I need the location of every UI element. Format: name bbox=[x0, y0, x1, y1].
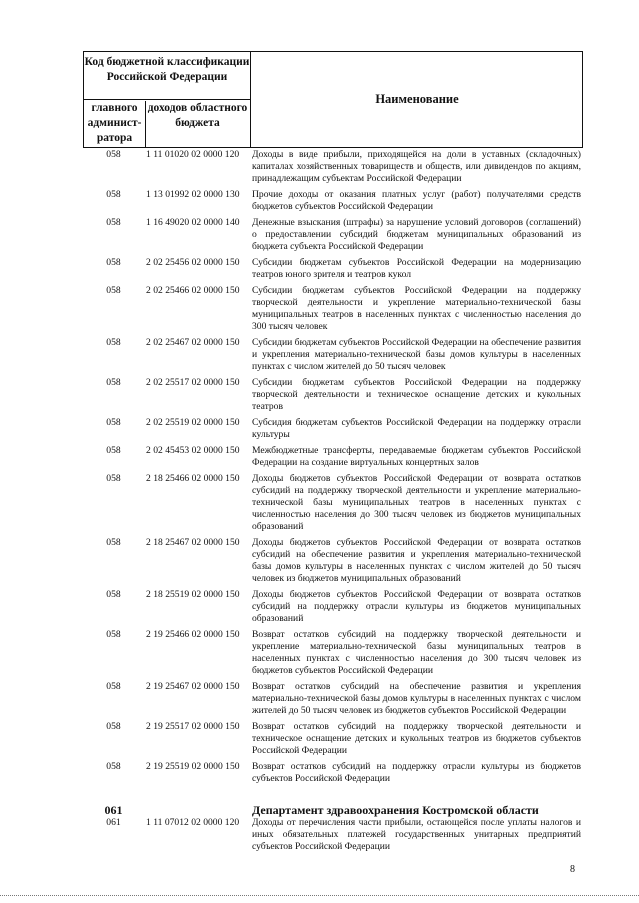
admin-code: 061 bbox=[106, 817, 121, 828]
admin-code: 058 bbox=[106, 285, 121, 296]
admin-code: 058 bbox=[106, 417, 121, 428]
admin-code: 058 bbox=[106, 337, 121, 348]
table-row bbox=[83, 337, 583, 373]
income-code: 2 19 25517 02 0000 150 bbox=[146, 721, 240, 732]
income-name: Доходы бюджетов субъектов Российской Федерации от возврата остатков субсидий на поддержку творческой деятельности и укрепление материально-технической базы муниципальных театров в населенных пунктах с численностью населения до 300 тысяч человек из бюджетов муниципальных образований bbox=[252, 473, 581, 532]
table-row bbox=[83, 285, 583, 333]
income-name: Субсидия бюджетам субъектов Российской Федерации на поддержку отрасли культуры bbox=[252, 417, 581, 440]
income-code: 2 19 25467 02 0000 150 bbox=[146, 681, 240, 692]
table-row bbox=[83, 189, 583, 213]
income-name: Доходы в виде прибыли, приходящейся на доли в уставных (складочных) капиталах хозяйственных товариществ и обществ, или дивидендов по акциям, принадлежащим субъектам Российской Федерации bbox=[252, 149, 581, 184]
income-name: Возврат остатков субсидий на поддержку творческой деятельности и техническое оснащение детских и кукольных театров из бюджетов субъектов Российской Федерации bbox=[252, 721, 581, 756]
table-row bbox=[83, 377, 583, 413]
department-heading-row bbox=[83, 803, 583, 817]
income-name: Доходы бюджетов субъектов Российской Федерации от возврата остатков субсидий на поддержку отрасли культуры из бюджетов муниципальных образований bbox=[252, 589, 581, 624]
income-name: Доходы бюджетов субъектов Российской Федерации от возврата остатков субсидий на обеспечение развития и укрепления материально-технической базы домов культуры в населенных пунктах с числом жителей до 50 тысяч человек из бюджетов муниципальных образований bbox=[252, 537, 581, 584]
table-row bbox=[83, 217, 583, 253]
admin-code: 058 bbox=[106, 217, 121, 228]
code-classification-title: Код бюджетной классификации Российской Федерации bbox=[84, 56, 250, 83]
income-name: Возврат остатков субсидий на поддержку отрасли культуры из бюджетов субъектов Российской Федерации bbox=[252, 761, 581, 784]
admin-code: 058 bbox=[106, 149, 121, 160]
table-row bbox=[83, 589, 583, 625]
scan-edge-line bbox=[0, 895, 639, 896]
table-row bbox=[83, 761, 583, 785]
admin-code: 058 bbox=[106, 189, 121, 200]
income-code: 2 18 25466 02 0000 150 bbox=[146, 473, 240, 484]
income-code: 1 11 07012 02 0000 120 bbox=[146, 817, 240, 828]
table-row bbox=[83, 629, 583, 677]
income-name: Денежные взыскания (штрафы) за нарушение условий договоров (соглашений) о предоставлении субсидий бюджетам муниципальных образований из бюджета субъекта Российской Федерации bbox=[252, 217, 581, 252]
income-name: Субсидии бюджетам субъектов Российской Федерации на поддержку творческой деятельности и техническое оснащение детских и кукольных театров bbox=[252, 377, 581, 412]
table-row bbox=[83, 817, 583, 853]
table-row bbox=[83, 721, 583, 757]
table-body bbox=[83, 149, 583, 853]
admin-code: 058 bbox=[106, 761, 121, 772]
income-code: 2 02 25519 02 0000 150 bbox=[146, 417, 240, 428]
table-row bbox=[83, 537, 583, 585]
admin-code: 058 bbox=[106, 589, 121, 600]
income-code: 1 13 01992 02 0000 130 bbox=[146, 189, 240, 200]
income-name: Прочие доходы от оказания платных услуг (работ) получателями средств бюджетов субъектов Российской Федерации bbox=[252, 189, 581, 212]
income-code: 2 02 25517 02 0000 150 bbox=[146, 377, 240, 388]
income-name: Межбюджетные трансферты, передаваемые бюджетам субъектов Российской Федерации на создание виртуальных концертных залов bbox=[252, 445, 581, 468]
income-column-header: доходов областного бюджета bbox=[147, 102, 248, 129]
admin-code: 058 bbox=[106, 681, 121, 692]
table-row bbox=[83, 681, 583, 717]
page-number: 8 bbox=[570, 864, 575, 875]
income-code: 2 02 25467 02 0000 150 bbox=[146, 337, 240, 348]
header-divider bbox=[84, 99, 250, 100]
income-code: 2 19 25466 02 0000 150 bbox=[146, 629, 240, 640]
table-row bbox=[83, 149, 583, 185]
admin-code: 058 bbox=[106, 257, 121, 268]
income-name: Субсидии бюджетам субъектов Российской Федерации на поддержку творческой деятельности и укрепление материально-технической базы муниципальных театров в населенных пунктах с численностью населения до 300 тысяч человек bbox=[252, 285, 581, 332]
table-row bbox=[83, 257, 583, 281]
income-code: 2 02 25456 02 0000 150 bbox=[146, 257, 240, 268]
income-code: 2 19 25519 02 0000 150 bbox=[146, 761, 240, 772]
income-name: Возврат остатков субсидий на поддержку творческой деятельности и укрепление материально-технической базы муниципальных театров в населенных пунктах с численностью населения до 300 тысяч человек из бюджетов субъектов Российской Федерации bbox=[252, 629, 581, 676]
income-name: Доходы от перечисления части прибыли, остающейся после уплаты налогов и иных обязательных платежей государственных унитарных предприятий субъектов Российской Федерации bbox=[252, 817, 581, 852]
department-admin-code: 061 bbox=[104, 803, 123, 817]
income-code: 2 18 25519 02 0000 150 bbox=[146, 589, 240, 600]
admin-code: 058 bbox=[106, 537, 121, 548]
income-name: Возврат остатков субсидий на обеспечение развития и укрепления материально-технической базы домов культуры в населенных пунктах с числом жителей до 50 тысяч человек из бюджетов субъектов Российской Федерации bbox=[252, 681, 581, 716]
admin-code: 058 bbox=[106, 721, 121, 732]
income-code: 2 02 45453 02 0000 150 bbox=[146, 445, 240, 456]
admin-code: 058 bbox=[106, 629, 121, 640]
table-row bbox=[83, 445, 583, 469]
admin-code: 058 bbox=[106, 445, 121, 456]
table-row bbox=[83, 417, 583, 441]
admin-column-header: главного админист-ратора bbox=[87, 102, 142, 144]
income-code: 1 11 01020 02 0000 120 bbox=[146, 149, 240, 160]
income-name: Субсидии бюджетам субъектов Российской Федерации на обеспечение развития и укрепления материально-технической базы домов культуры в населенных пунктах с числом жителей до 50 тысяч человек bbox=[252, 337, 581, 372]
table-header bbox=[83, 51, 583, 148]
income-code: 1 16 49020 02 0000 140 bbox=[146, 217, 240, 228]
admin-code: 058 bbox=[106, 377, 121, 388]
name-column-header: Наименование bbox=[375, 92, 459, 106]
table-row bbox=[83, 473, 583, 533]
department-name: Департамент здравоохранения Костромской области bbox=[252, 803, 539, 817]
income-name: Субсидии бюджетам субъектов Российской Федерации на модернизацию театров юного зрителя и театров кукол bbox=[252, 257, 581, 280]
admin-code: 058 bbox=[106, 473, 121, 484]
income-code: 2 02 25466 02 0000 150 bbox=[146, 285, 240, 296]
income-code: 2 18 25467 02 0000 150 bbox=[146, 537, 240, 548]
